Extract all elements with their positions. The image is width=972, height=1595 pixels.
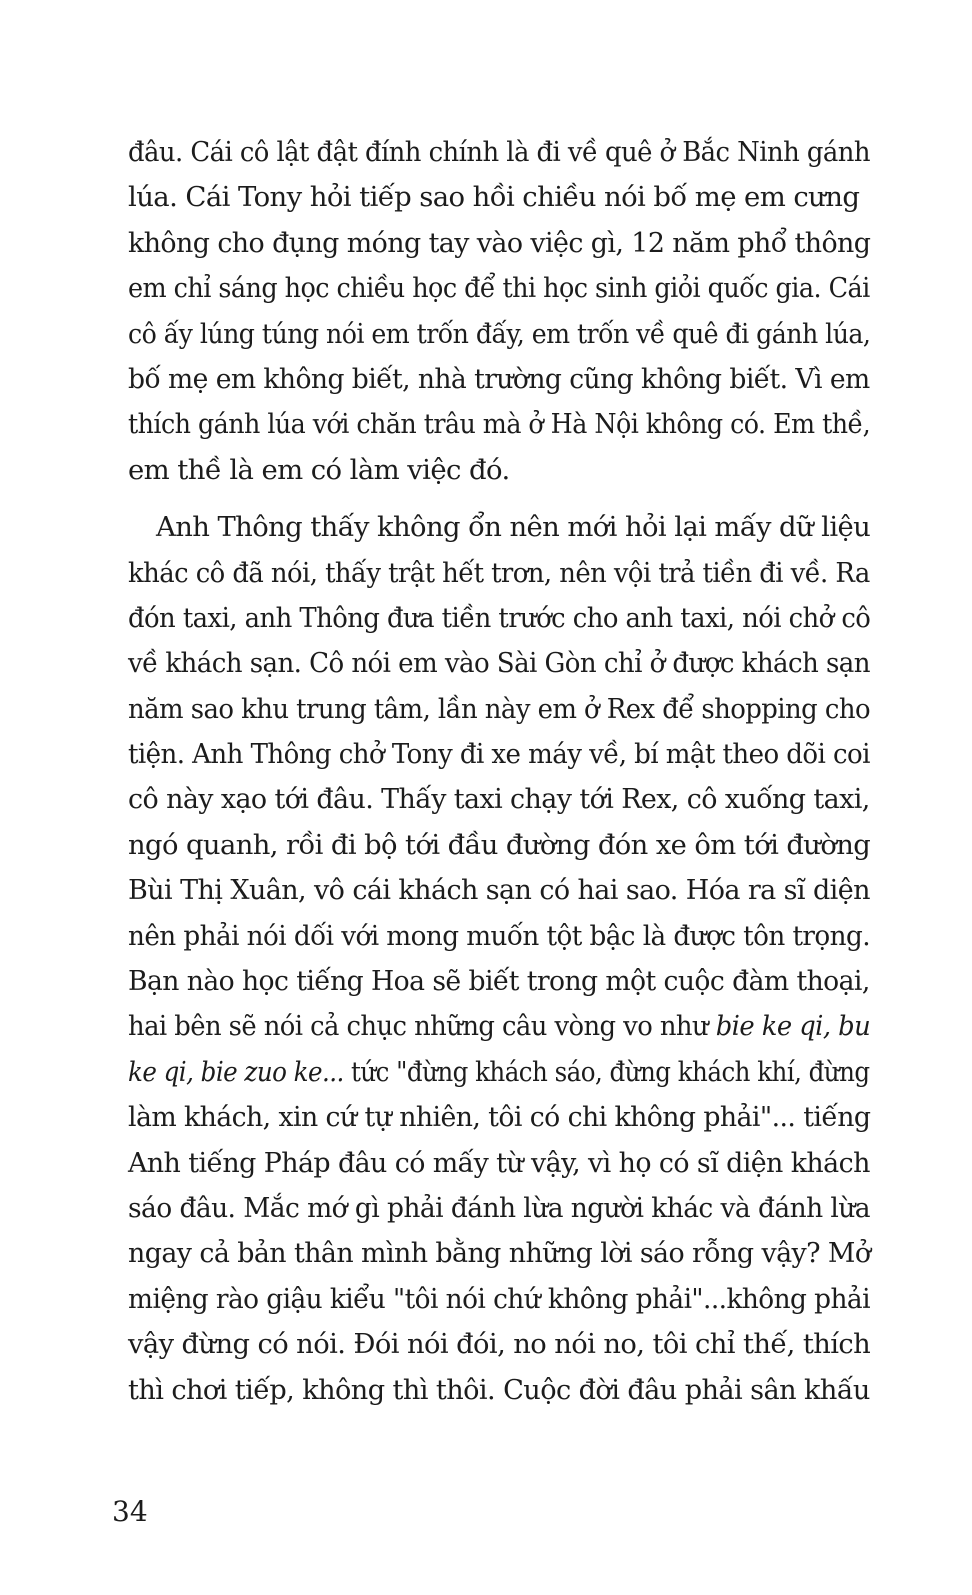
text-line: em chỉ sáng học chiều học để thi học sinh giỏi quốc gia. Cái	[128, 272, 870, 305]
text-line: tiện. Anh Thông chở Tony đi xe máy về, bí mật theo dõi coi	[128, 738, 870, 771]
text-line: về khách sạn. Cô nói em vào Sài Gòn chỉ ở được khách sạn	[128, 647, 870, 680]
text-line: Anh Thông thấy không ổn nên mới hỏi lại mấy dữ liệu	[156, 511, 871, 544]
page-number: 34	[112, 1495, 148, 1528]
text-line: cô ấy lúng túng nói em trốn đấy, em trốn về quê đi gánh lúa,	[128, 317, 871, 350]
text-segment: tức "đừng khách sáo, đừng khách khí, đừng	[343, 1055, 870, 1088]
text-line: ngay cả bản thân mình bằng những lời sáo rỗng vậy? Mở	[128, 1237, 871, 1270]
text-line: năm sao khu trung tâm, lần này em ở Rex để shopping cho	[128, 692, 871, 725]
text-line: bố mẹ em không biết, nhà trường cũng không biết. Vì em	[128, 362, 870, 395]
text-line: sáo đâu. Mắc mớ gì phải đánh lừa người khác và đánh lừa	[128, 1191, 871, 1224]
text-line: Bùi Thị Xuân, vô cái khách sạn có hai sao. Hóa ra sĩ diện	[128, 874, 870, 907]
text-line: Bạn nào học tiếng Hoa sẽ biết trong một cuộc đàm thoại,	[128, 965, 870, 998]
text-line: miệng rào giậu kiểu "tôi nói chứ không phải"...không phải	[128, 1282, 870, 1315]
text-line: em thề là em có làm việc đó.	[128, 453, 510, 486]
text-line: nên phải nói dối với mong muốn tột bậc là được tôn trọng.	[128, 919, 870, 952]
text-line: vậy đừng có nói. Đói nói đói, no nói no, tôi chỉ thế, thích	[128, 1328, 871, 1361]
text-line: làm khách, xin cứ tự nhiên, tôi có chi không phải"... tiếng	[128, 1101, 871, 1134]
paragraph-1	[128, 130, 870, 493]
text-line: ngó quanh, rồi đi bộ tới đầu đường đón xe ôm tới đường	[128, 828, 871, 861]
text-line: thì chơi tiếp, không thì thôi. Cuộc đời đâu phải sân khấu	[128, 1373, 870, 1406]
text-line: lúa. Cái Tony hỏi tiếp sao hồi chiều nói bố mẹ em cưng	[128, 181, 860, 214]
text-line: không cho đụng móng tay vào việc gì, 12 năm phổ thông	[128, 226, 871, 259]
italic-phrase: ke qi, bie zuo ke...	[128, 1055, 344, 1088]
text-line: đón taxi, anh Thông đưa tiền trước cho anh taxi, nói chở cô	[128, 601, 871, 634]
text-line: thích gánh lúa với chăn trâu mà ở Hà Nội không có. Em thề,	[128, 408, 871, 441]
paragraph-2	[128, 505, 870, 1413]
text-line-with-italic	[128, 1004, 870, 1049]
text-line: khác cô đã nói, thấy trật hết trơn, nên vội trả tiền đi về. Ra	[128, 556, 870, 589]
italic-phrase: bie ke qi, bu	[715, 1010, 871, 1043]
text-line: đâu. Cái cô lật đật đính chính là đi về quê ở Bắc Ninh gánh	[128, 136, 870, 168]
body-text	[128, 130, 870, 1413]
text-line: Anh tiếng Pháp đâu có mấy từ vậy, vì họ có sĩ diện khách	[128, 1146, 870, 1179]
text-segment: hai bên sẽ nói cả chục những câu vòng vo như	[128, 1010, 716, 1043]
text-line-with-italic	[128, 1050, 870, 1095]
text-line: cô này xạo tới đâu. Thấy taxi chạy tới Rex, cô xuống taxi,	[128, 783, 870, 816]
